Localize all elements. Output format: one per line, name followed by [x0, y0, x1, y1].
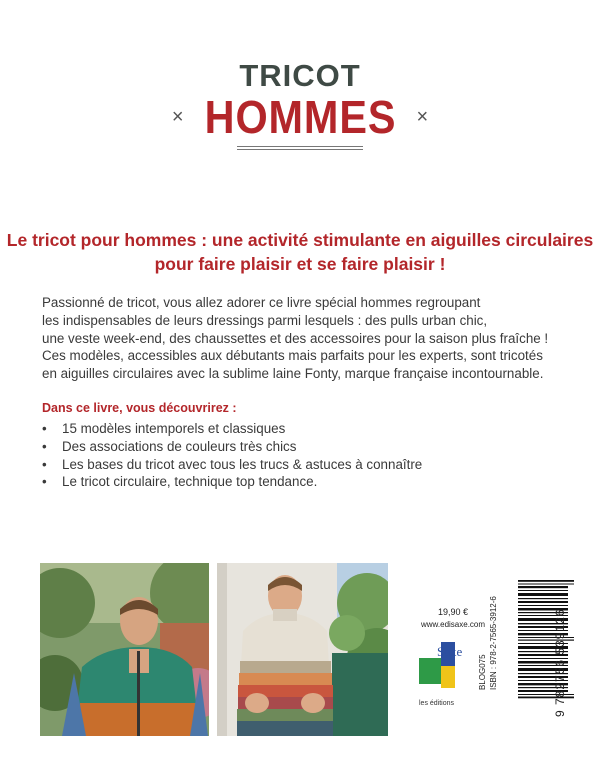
website: www.edisaxe.com	[421, 620, 486, 629]
photo-man-striped-sweater	[217, 563, 388, 736]
bullet-icon: •	[42, 456, 47, 472]
ornament-left-icon: ×	[171, 106, 184, 128]
list-item	[42, 473, 562, 491]
intro-paragraph	[42, 294, 582, 383]
title-top-word: TRICOT	[239, 58, 361, 93]
intro-line: les indispensables de leurs dressings parmi lesquels : des pulls urban chic,	[42, 312, 488, 328]
photo-man-green-cardigan	[40, 563, 209, 736]
headline-line-2: pour faire plaisir et se faire plaisir !	[154, 254, 446, 274]
title-main-row	[0, 91, 600, 143]
isbn: ISBN : 978-2-7565-3912-6	[489, 596, 498, 690]
headline-line-1: Le tricot pour hommes : une activité stimulante en aiguilles circulaires	[6, 230, 594, 250]
list-item-text: Le tricot circulaire, technique top tendance.	[62, 474, 318, 490]
list-item	[42, 456, 562, 474]
title-main-word: HOMMES	[204, 91, 396, 143]
list-item-text: Des associations de couleurs très chics	[62, 438, 297, 454]
intro-line: Ces modèles, accessibles aux débutants mais parfaits pour les experts, sont tricotés	[42, 348, 543, 364]
list-item-text: 15 modèles intemporels et classiques	[62, 421, 286, 436]
list-item-text: Les bases du tricot avec tous les trucs & astuces à connaître	[62, 456, 423, 472]
intro-line: Passionné de tricot, vous allez adorer ce livre spécial hommes regroupant	[42, 295, 481, 310]
ean-number: 9 782756 539126	[553, 608, 567, 717]
headline	[0, 228, 600, 276]
title-underline	[237, 146, 363, 150]
publisher-name: les éditions	[419, 700, 455, 707]
discover-list	[42, 420, 562, 491]
bullet-icon: •	[42, 421, 47, 436]
logo-text: Saxe	[437, 644, 463, 659]
bullet-icon: •	[42, 438, 47, 454]
price: 19,90 €	[438, 607, 469, 617]
editions-saxe-logo-icon	[417, 640, 467, 694]
intro-line: une veste week-end, des chaussettes et des accessoires pour la saison plus fraîche !	[42, 330, 549, 346]
intro-line: en aiguilles circulaires avec la sublime laine Fonty, marque française incontournable.	[42, 366, 544, 382]
book-title	[0, 60, 600, 150]
list-item	[42, 438, 562, 456]
reference-code: BLOG075	[478, 654, 487, 690]
ornament-right-icon: ×	[416, 106, 429, 128]
bullet-icon: •	[42, 474, 47, 490]
discover-heading: Dans ce livre, vous découvrirez :	[42, 401, 237, 415]
list-item	[42, 420, 562, 438]
